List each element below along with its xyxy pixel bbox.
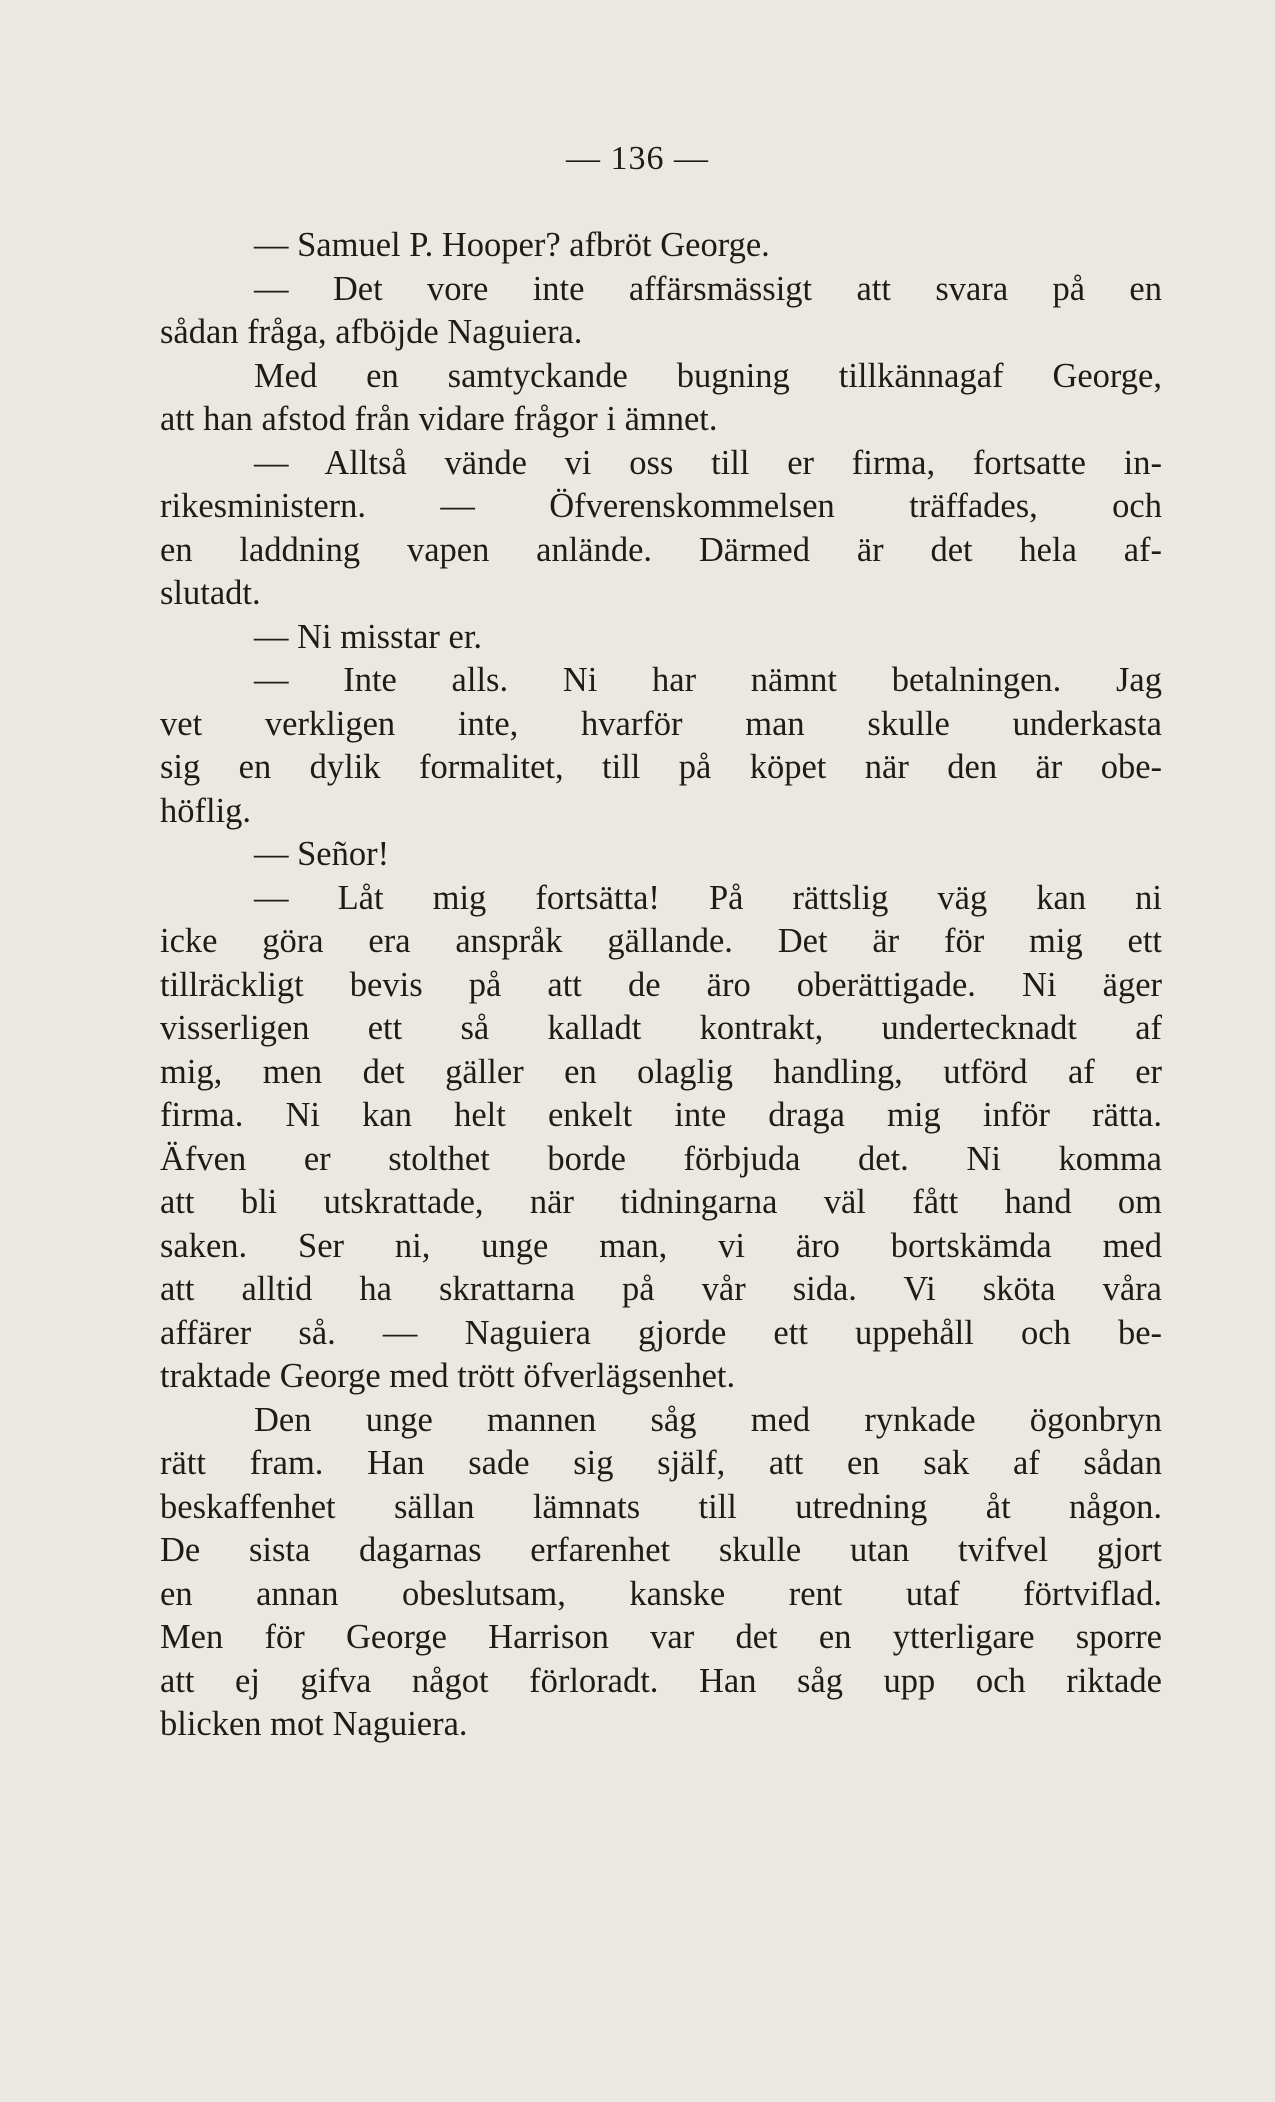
text-line: en laddning vapen anlände. Därmed är det hela af- <box>160 530 1162 569</box>
text-line: — Señor! <box>254 835 390 873</box>
text-line: Äfven er stolthet borde förbjuda det. Ni komma <box>160 1139 1162 1178</box>
text-line: Den unge mannen såg med rynkade ögonbryn <box>254 1400 1162 1439</box>
text-line: — Det vore inte affärsmässigt att svara på en <box>254 269 1162 308</box>
text-line: höflig. <box>160 791 252 830</box>
text-line: — Alltså vände vi oss till er firma, fortsatte in- <box>254 443 1162 482</box>
text-line: — Samuel P. Hooper? afbröt George. <box>254 226 770 264</box>
text-line: — Låt mig fortsätta! På rättslig väg kan ni <box>254 878 1162 917</box>
paragraph <box>160 616 1162 660</box>
paragraph <box>160 268 1162 355</box>
paragraph <box>160 224 1162 268</box>
text-line: att bli utskrattade, när tidningarna väl fått hand om <box>160 1183 1162 1221</box>
text-line: affärer så. — Naguiera gjorde ett uppehåll och be- <box>160 1313 1162 1352</box>
paragraph <box>160 355 1162 442</box>
paragraph <box>160 833 1162 877</box>
text-line: icke göra era anspråk gällande. Det är för mig ett <box>160 922 1162 960</box>
text-line: slutadt. <box>160 574 261 612</box>
text-line: rätt fram. Han sade sig själf, att en sak af sådan <box>160 1444 1162 1482</box>
text-line: att ej gifva något förloradt. Han såg upp och riktade <box>160 1661 1162 1700</box>
text-line: att alltid ha skrattarna på vår sida. Vi sköta våra <box>160 1270 1162 1308</box>
page-number: — 136 — <box>566 140 709 177</box>
text-line: saken. Ser ni, unge man, vi äro bortskämda med <box>160 1226 1162 1265</box>
body-text <box>160 224 1162 1747</box>
text-line: firma. Ni kan helt enkelt inte draga mig inför rätta. <box>160 1096 1162 1134</box>
text-line: — Inte alls. Ni har nämnt betalningen. Jag <box>254 661 1162 699</box>
text-line: sådan fråga, afböjde Naguiera. <box>160 313 583 351</box>
text-line: — Ni misstar er. <box>254 617 483 656</box>
text-line: traktade George med trött öfverlägsenhet. <box>160 1357 736 1395</box>
text-line: tillräckligt bevis på att de äro oberättigade. Ni äger <box>160 965 1162 1004</box>
text-line: Med en samtyckande bugning tillkännagaf George, <box>254 356 1162 395</box>
text-line: vet verkligen inte, hvarför man skulle underkasta <box>160 704 1162 743</box>
text-line: sig en dylik formalitet, till på köpet när den är obe- <box>160 748 1162 786</box>
text-line: en annan obeslutsam, kanske rent utaf förtviflad. <box>160 1574 1162 1613</box>
text-line: rikesministern. — Öfverenskommelsen träffades, och <box>160 487 1162 525</box>
text-line: mig, men det gäller en olaglig handling, utförd af er <box>160 1052 1162 1091</box>
text-line: Men för George Harrison var det en ytterligare sporre <box>160 1618 1162 1656</box>
text-line: att han afstod från vidare frågor i ämnet. <box>160 400 718 438</box>
paragraph <box>160 1399 1162 1747</box>
text-line: visserligen ett så kalladt kontrakt, undertecknadt af <box>160 1009 1162 1047</box>
paragraph <box>160 877 1162 1399</box>
paragraph <box>160 659 1162 833</box>
text-line: beskaffenhet sällan lämnats till utredning åt någon. <box>160 1487 1162 1526</box>
text-line: blicken mot Naguiera. <box>160 1705 468 1743</box>
paragraph <box>160 442 1162 616</box>
text-line: De sista dagarnas erfarenhet skulle utan tvifvel gjort <box>160 1531 1162 1569</box>
